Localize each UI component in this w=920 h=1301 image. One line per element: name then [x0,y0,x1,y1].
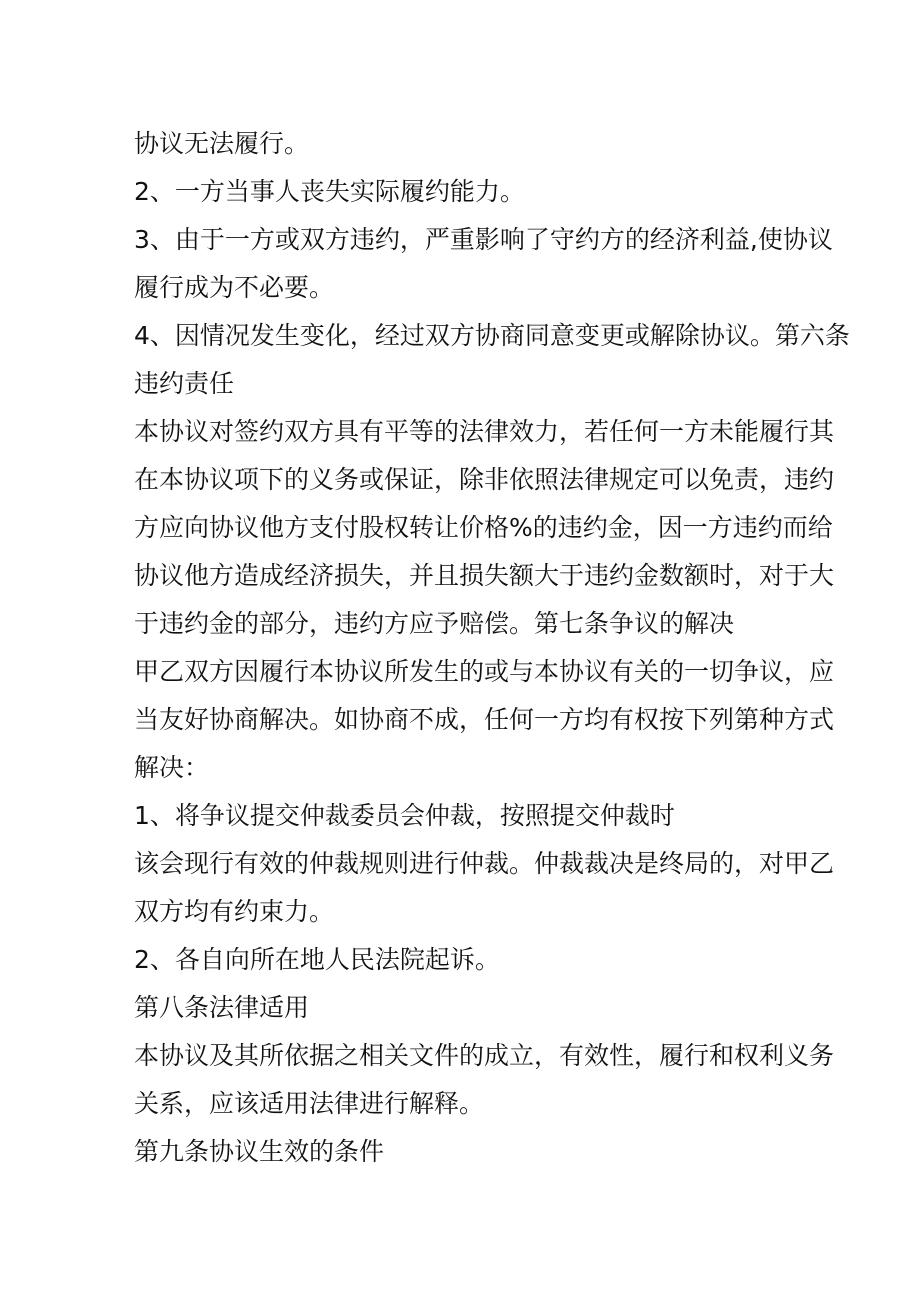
text-line: 2、一方当事人丧失实际履约能力。 [134,177,525,206]
text-line: 在本协议项下的义务或保证，除非依照法律规定可以免责，违约 [134,465,835,494]
text-line: 协议他方造成经济损失，并且损失额大于违约金数额时，对于大 [134,561,835,590]
text-line: 当友好协商解决。如协商不成，任何一方均有权按下列第种方式 [134,705,835,734]
text-line: 解决： [134,753,210,782]
text-line: 于违约金的部分，违约方应予赔偿。第七条争议的解决 [134,609,735,638]
text-line: 协议无法履行。 [134,129,310,158]
text-line: 履行成为不必要。 [134,273,335,302]
text-line: 本协议对签约双方具有平等的法律效力，若任何一方未能履行其 [134,417,835,446]
section-heading: 第八条法律适用 [134,993,310,1022]
text-line: 3、由于一方或双方违约，严重影响了守约方的经济利益,使协议 [134,225,833,254]
text-line: 甲乙双方因履行本协议所发生的或与本协议有关的一切争议，应 [134,657,835,686]
text-line: 方应向协议他方支付股权转让价格%的违约金，因一方违约而给 [134,513,833,542]
section-heading: 第九条协议生效的条件 [134,1137,385,1166]
text-line: 本协议及其所依据之相关文件的成立，有效性，履行和权利义务 [134,1041,835,1070]
document-body [134,120,850,1176]
text-line: 2、各自向所在地人民法院起诉。 [134,945,500,974]
text-line: 1、将争议提交仲裁委员会仲裁，按照提交仲裁时 [134,801,675,830]
text-line: 4、因情况发生变化，经过双方协商同意变更或解除协议。第六条 [134,321,850,350]
text-line: 双方均有约束力。 [134,897,335,926]
text-line: 关系，应该适用法律进行解释。 [134,1089,485,1118]
text-line: 该会现行有效的仲裁规则进行仲裁。仲裁裁决是终局的，对甲乙 [134,849,835,878]
text-line: 违约责任 [134,369,235,398]
